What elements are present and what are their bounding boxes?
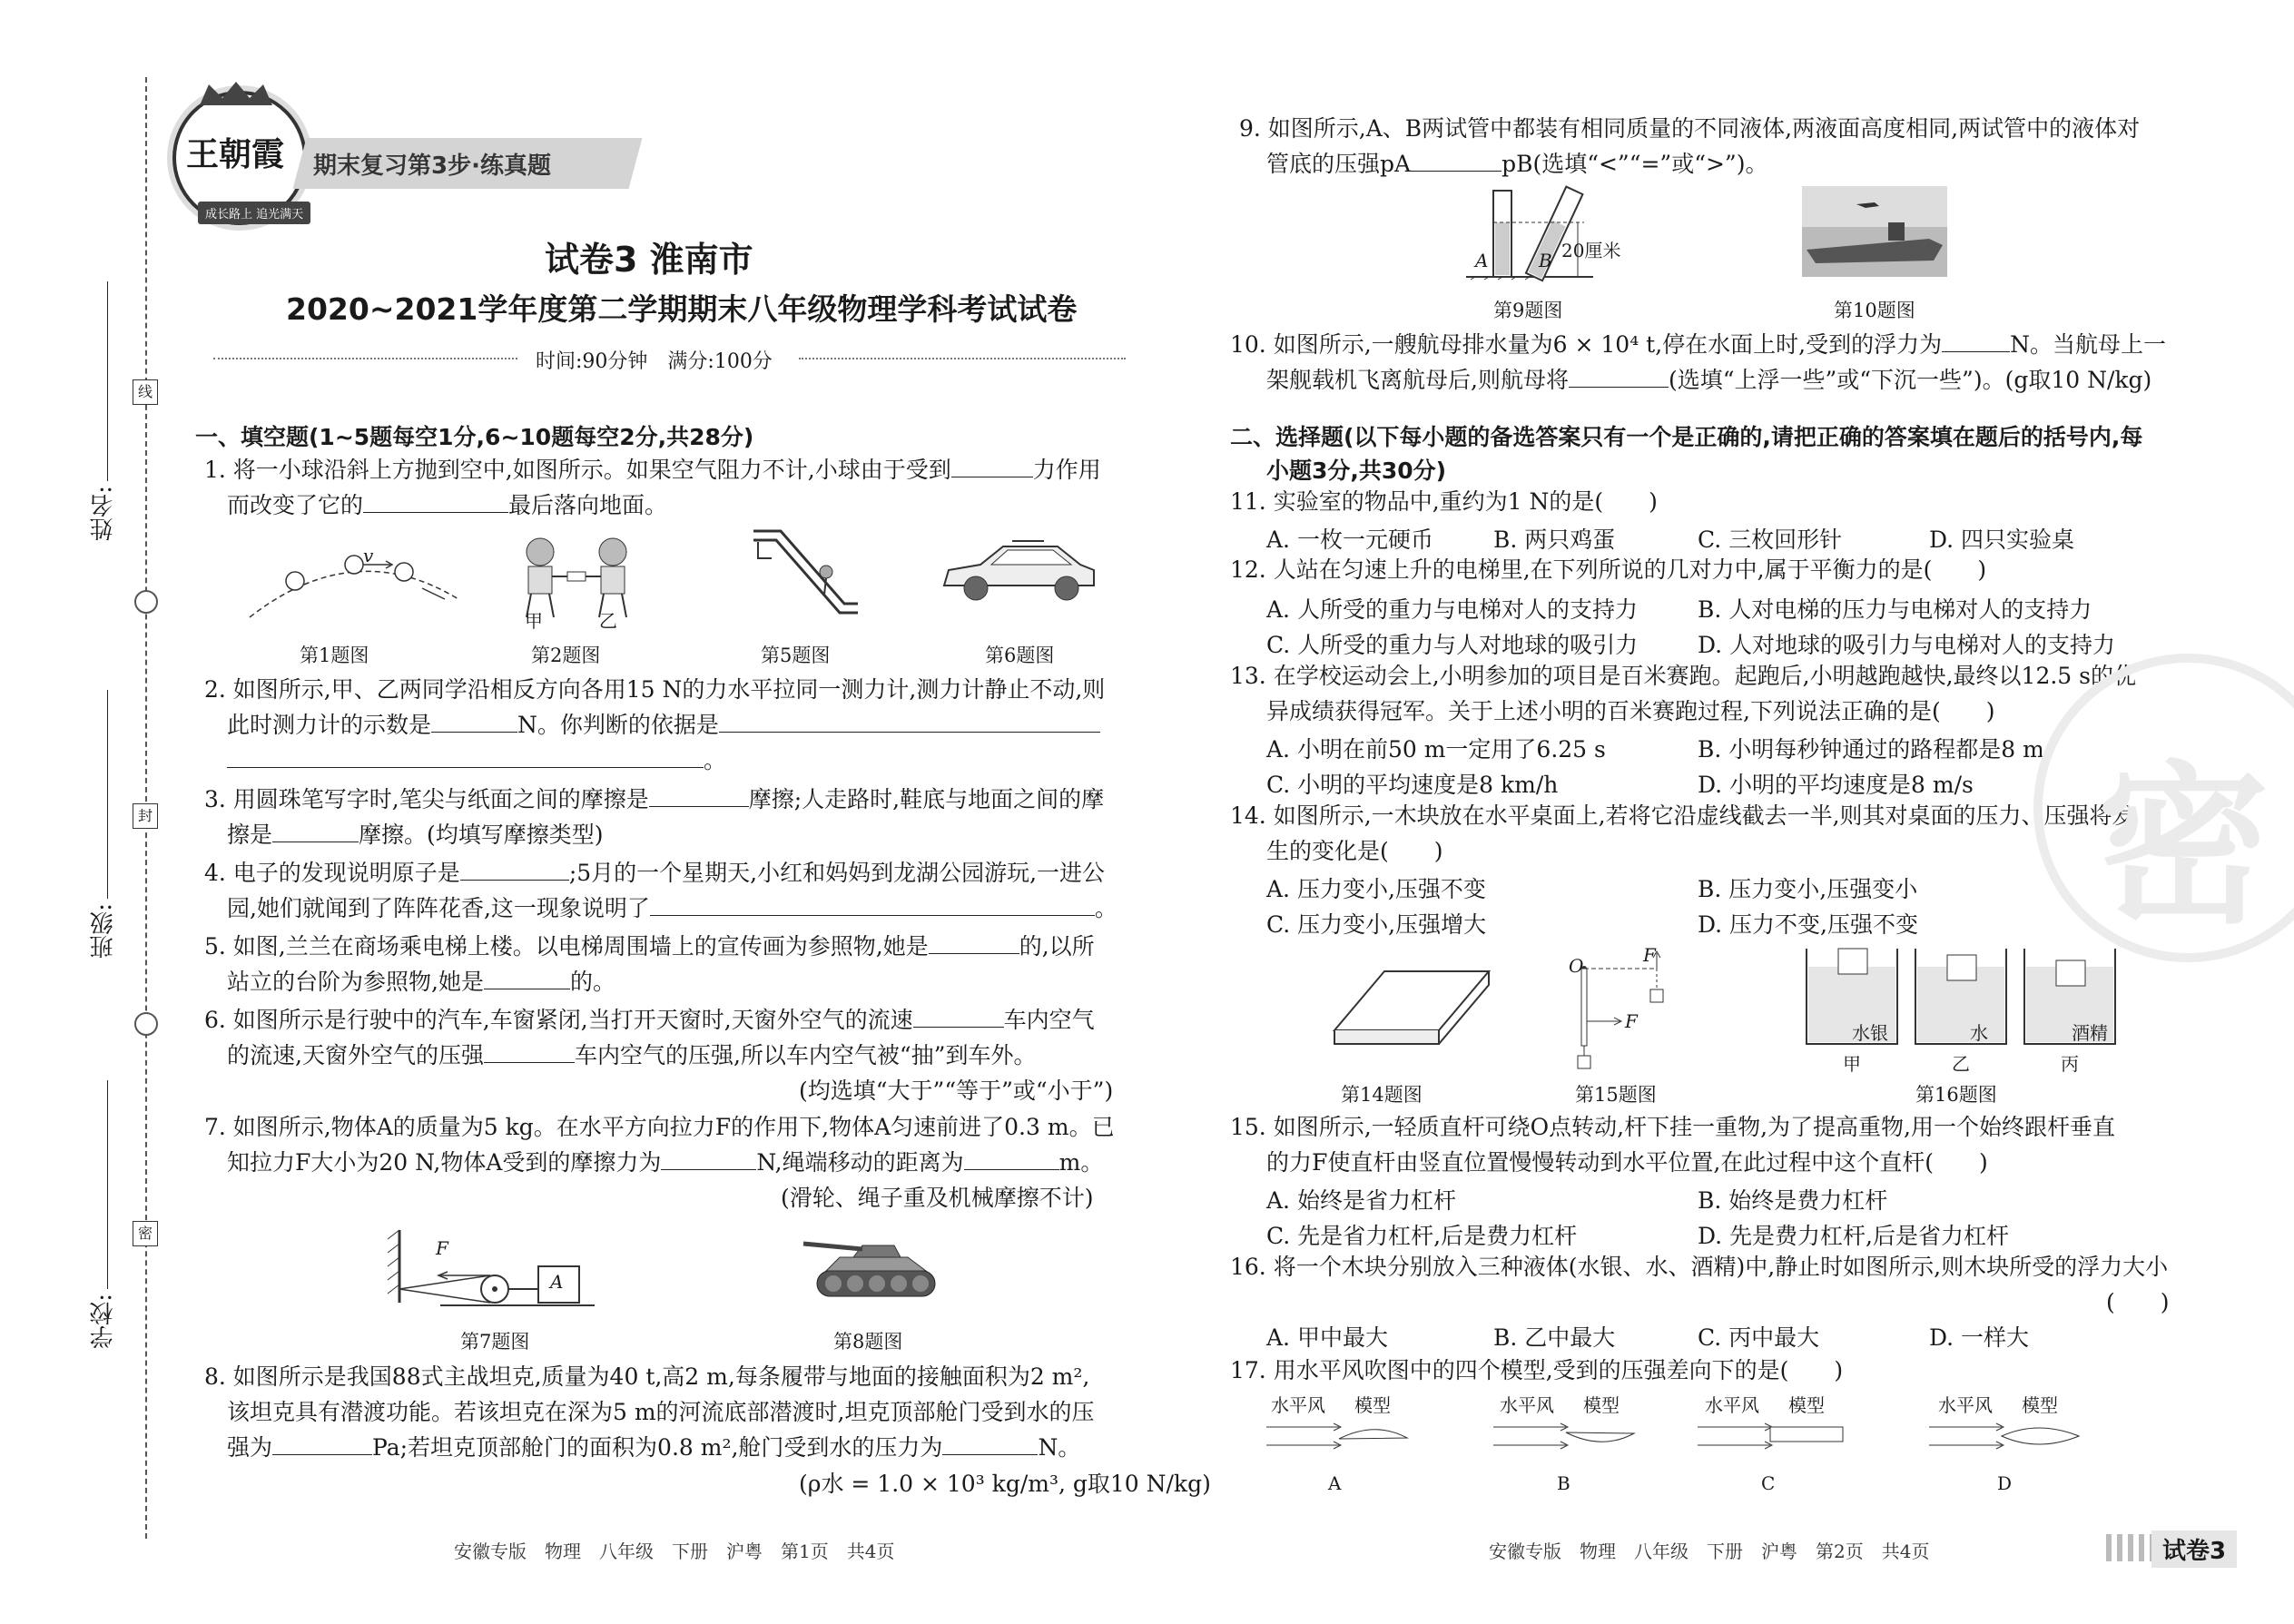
q8-note: (ρ水 = 1.0 × 10³ kg/m³, g取10 N/kg) — [799, 1471, 1211, 1497]
q14-option[interactable]: A. 压力变小,压强不变 — [1266, 876, 1486, 902]
header-rule-left — [213, 358, 517, 359]
fig1-caption: 第1题图 — [300, 645, 369, 666]
q11-stem: 11. 实验室的物品中,重约为1 N的是( ) — [1230, 488, 1658, 515]
q8-blank2[interactable] — [942, 1431, 1038, 1455]
q13-option[interactable]: D. 小明的平均速度是8 m/s — [1698, 772, 1974, 798]
q2-blank2-cont[interactable] — [227, 743, 704, 768]
q6-line1: 6. 如图所示是行驶中的汽车,车窗紧闭,当打开天窗时,天窗外空气的流速 车内空气 — [204, 1002, 1095, 1038]
fig17-option-label: A — [1328, 1472, 1342, 1494]
q16-option[interactable]: C. 丙中最大 — [1698, 1324, 1820, 1351]
q5-blank2[interactable] — [484, 965, 570, 989]
section2-title-line1: 二、选择题(以下每小题的备选答案只有一个是正确的,请把正确的答案填在题后的括号内,每 — [1230, 424, 2143, 450]
fig17-wind-label: 水平风 — [1271, 1394, 1325, 1416]
fig7-caption: 第7题图 — [460, 1331, 530, 1353]
logo-ribbon: 成长路上 追光满天 — [198, 202, 310, 224]
section2-title-line2: 小题3分,共30分) — [1266, 458, 1447, 484]
q1-line2: 而改变了它的 最后落向地面。 — [227, 487, 667, 523]
q13-line2: 异成绩获得冠军。关于上述小明的百米赛跑过程,下列说法正确的是( ) — [1266, 698, 1995, 724]
q6-note: (均选填“大于”“等于”或“小于”) — [799, 1078, 1114, 1104]
q4-blank2[interactable] — [650, 891, 1095, 916]
q1-line1: 1. 将一小球沿斜上方抛到空中,如图所示。如果空气阻力不计,小球由于受到 力作用 — [204, 452, 1101, 487]
q5-line2: 站立的台阶为参照物,她是 的。 — [227, 964, 615, 999]
q2-blank1[interactable] — [431, 708, 517, 733]
fig9-B-label: B — [1539, 250, 1552, 271]
q14-line1: 14. 如图所示,一木块放在水平桌面上,若将它沿虚线截去一半,则其对桌面的压力、压强将发 — [1230, 802, 2135, 829]
q7-blank2[interactable] — [964, 1146, 1059, 1170]
fig14-caption: 第14题图 — [1341, 1084, 1423, 1106]
section1-title: 一、填空题(1~5题每空1分,6~10题每空2分,共28分) — [195, 424, 754, 450]
q13-option[interactable]: A. 小明在前50 m一定用了6.25 s — [1266, 736, 1606, 763]
fig10-caption: 第10题图 — [1834, 300, 1915, 321]
q16-option[interactable]: B. 乙中最大 — [1493, 1324, 1616, 1351]
fig16-beaker-label: 甲 — [1843, 1053, 1861, 1075]
q2-line3: 。 — [227, 743, 726, 778]
fig1-v-label: v — [363, 545, 374, 566]
footer-tab-stripe — [2106, 1534, 2151, 1561]
q14-option[interactable]: C. 压力变小,压强增大 — [1266, 911, 1487, 938]
q3-blank1[interactable] — [649, 782, 749, 807]
q11-option[interactable]: A. 一枚一元硬币 — [1266, 527, 1433, 553]
fig17-option-label: D — [1997, 1472, 2013, 1494]
fig17-wind-label: 水平风 — [1500, 1394, 1554, 1416]
q5-line1: 5. 如图,兰兰在商场乘电梯上楼。以电梯周围墙上的宣传画为参照物,她是 的,以所 — [204, 929, 1095, 964]
q17-stem: 17. 用水平风吹图中的四个模型,受到的压强差向下的是( ) — [1230, 1357, 1844, 1383]
class-label: 班级: — [90, 903, 117, 959]
fig16-beaker-label: 丙 — [2061, 1053, 2079, 1075]
q3-line2: 擦是 摩擦。(均填写摩擦类型) — [227, 817, 604, 852]
fig15-O-label: O — [1569, 955, 1584, 977]
fig15-caption: 第15题图 — [1575, 1084, 1657, 1106]
fig9-caption: 第9题图 — [1493, 300, 1563, 321]
seal-box-secret: 密 — [133, 1221, 158, 1246]
q13-option[interactable]: C. 小明的平均速度是8 km/h — [1266, 772, 1559, 798]
name-label: 姓名: — [90, 486, 117, 541]
q12-option[interactable]: B. 人对电梯的压力与电梯对人的支持力 — [1698, 596, 2092, 623]
fig1-projectile-diagram — [245, 545, 463, 626]
q4-blank1[interactable] — [460, 856, 569, 881]
fig9-A-label: A — [1475, 250, 1489, 271]
binding-dot — [134, 590, 158, 614]
fig16-liquid-label: 酒精 — [2072, 1022, 2108, 1044]
fig5-caption: 第5题图 — [761, 645, 831, 666]
q3-line1: 3. 用圆珠笔写字时,笔尖与纸面之间的摩擦是 摩擦;人走路时,鞋底与地面之间的摩 — [204, 782, 1104, 817]
q15-line2: 的力F使直杆由竖直位置慢慢转动到水平位置,在此过程中这个直杆( ) — [1266, 1149, 1988, 1176]
binding-dot — [134, 1012, 158, 1036]
q15-option[interactable]: C. 先是省力杠杆,后是费力杠杆 — [1266, 1223, 1578, 1249]
fig6-caption: 第6题图 — [985, 645, 1055, 666]
fig7-F-label: F — [436, 1237, 448, 1259]
q6-blank2[interactable] — [484, 1038, 575, 1063]
q3-blank2[interactable] — [272, 818, 359, 842]
logo-text: 王朝霞 — [186, 135, 285, 173]
q12-option[interactable]: C. 人所受的重力与人对地球的吸引力 — [1266, 632, 1639, 658]
q15-option[interactable]: D. 先是费力杠杆,后是省力杠杆 — [1698, 1223, 2009, 1249]
fig15-F2-label: F — [1625, 1010, 1638, 1032]
q10-line1: 10. 如图所示,一艘航母排水量为6 × 10⁴ t,停在水面上时,受到的浮力为 N。当航母上一 — [1230, 327, 2166, 362]
class-field[interactable] — [107, 690, 108, 899]
q5-blank1[interactable] — [929, 930, 1019, 954]
q9-line2: 管底的压强pA pB(选填“<”“=”或“>”)。 — [1266, 146, 1767, 182]
fig17-option-label: C — [1761, 1472, 1776, 1494]
logo-crown-icon — [195, 80, 277, 107]
q13-option[interactable]: B. 小明每秒钟通过的路程都是8 m — [1698, 736, 2044, 763]
q13-line1: 13. 在学校运动会上,小明参加的项目是百米赛跑。起跑后,小明越跑越快,最终以12.5 s的优 — [1230, 663, 2136, 689]
q1-blank1[interactable] — [951, 453, 1033, 477]
name-field[interactable] — [107, 281, 108, 481]
paper-title: 试卷3 淮南市 — [545, 240, 753, 280]
q7-note: (滑轮、绳子重及机械摩擦不计) — [781, 1185, 1094, 1211]
fig15-F1-label: F — [1643, 944, 1656, 966]
fig8-tank-image — [799, 1225, 944, 1303]
time-info: 时间:90分钟 满分:100分 — [536, 350, 773, 373]
q4-line2: 园,她们就闻到了阵阵花香,这一现象说明了 。 — [227, 891, 1117, 926]
q7-line1: 7. 如图所示,物体A的质量为5 kg。在水平方向拉力F的作用下,物体A匀速前进了0.3 m。已 — [204, 1114, 1115, 1140]
fig2-jia-label: 甲 — [525, 610, 543, 632]
q14-option[interactable]: B. 压力变小,压强变小 — [1698, 876, 1918, 902]
footer-tab: 试卷3 — [2151, 1530, 2237, 1568]
q16-option[interactable]: D. 一样大 — [1929, 1324, 2030, 1351]
fig10-carrier-image — [1802, 186, 1947, 277]
fig16-beaker-label: 乙 — [1952, 1053, 1970, 1075]
q16-line1: 16. 将一个木块分别放入三种液体(水银、水、酒精)中,静止时如图所示,则木块所受的浮力大小 — [1230, 1254, 2169, 1280]
q2-line2: 此时测力计的示数是 N。你判断的依据是 — [227, 707, 1100, 743]
watermark-text: 密 — [2097, 744, 2270, 947]
q7-line2: 知拉力F大小为20 N,物体A受到的摩擦力为 N,绳端移动的距离为 m。 — [227, 1145, 1103, 1180]
q6-line2: 的流速,天窗外空气的压强 车内空气的压强,所以车内空气被“抽”到车外。 — [227, 1038, 1036, 1073]
q4-line1: 4. 电子的发现说明原子是 ;5月的一个星期天,小红和妈妈到龙湖公园游玩,一进公 — [204, 855, 1105, 891]
fig2-caption: 第2题图 — [531, 645, 601, 666]
fig9-height-label: 20厘米 — [1561, 240, 1621, 261]
q6-blank1[interactable] — [913, 1003, 1004, 1028]
step-label: 期末复习第3步·练真题 — [313, 153, 551, 180]
q2-blank2[interactable] — [719, 708, 1100, 733]
fig17-option-label: B — [1557, 1472, 1570, 1494]
fig8-caption: 第8题图 — [833, 1331, 903, 1353]
school-label: 学校: — [90, 1294, 117, 1349]
q15-option[interactable]: A. 始终是省力杠杆 — [1266, 1187, 1456, 1214]
q14-option[interactable]: D. 压力不变,压强不变 — [1698, 911, 1918, 938]
q9-blank[interactable] — [1411, 147, 1501, 172]
fig14-block-diagram — [1330, 962, 1493, 1048]
q9-line1: 9. 如图所示,A、B两试管中都装有相同质量的不同液体,两液面高度相同,两试管中的液体对 — [1239, 115, 2141, 142]
q11-option[interactable]: C. 三枚回形针 — [1698, 527, 1843, 553]
q10-blank1[interactable] — [1942, 328, 2010, 352]
seal-box-seal: 封 — [133, 803, 158, 829]
q14-line2: 生的变化是( ) — [1266, 838, 1443, 864]
q12-stem: 12. 人站在匀速上升的电梯里,在下列所说的几对力中,属于平衡力的是( ) — [1230, 556, 1987, 583]
fig17-model-label: 模型 — [1788, 1394, 1825, 1416]
fig2-yi-label: 乙 — [599, 610, 617, 632]
fig6-car-diagram — [935, 536, 1098, 608]
paper-subtitle: 2020~2021学年度第二学期期末八年级物理学科考试试卷 — [286, 291, 1078, 327]
school-field[interactable] — [107, 1080, 108, 1289]
q8-line2: 该坦克具有潜渡功能。若该坦克在深为5 m的河流底部潜渡时,坦克顶部舱门受到水的压 — [227, 1399, 1095, 1425]
fig17-models-diagram — [1266, 1416, 2083, 1471]
fig7-pulley-diagram — [386, 1225, 604, 1307]
q8-line1: 8. 如图所示是我国88式主战坦克,质量为40 t,高2 m,每条履带与地面的接触面积为2 m², — [204, 1363, 1090, 1390]
q10-line2: 架舰载机飞离航母后,则航母将 (选填“上浮一些”或“下沉一些”)。(g取10 N/kg) — [1266, 362, 2151, 398]
fig7-A-label: A — [550, 1271, 564, 1293]
q15-option[interactable]: B. 始终是费力杠杆 — [1698, 1187, 1888, 1214]
fig5-escalator-diagram — [744, 522, 862, 622]
seal-box-line: 线 — [133, 379, 158, 405]
q7-blank1[interactable] — [661, 1146, 756, 1170]
fig17-model-label: 模型 — [1583, 1394, 1620, 1416]
q8-blank1[interactable] — [272, 1431, 372, 1455]
q12-option[interactable]: D. 人对地球的吸引力与电梯对人的支持力 — [1698, 632, 2116, 658]
fig17-wind-label: 水平风 — [1938, 1394, 1993, 1416]
q16-option[interactable]: A. 甲中最大 — [1266, 1324, 1388, 1351]
q10-blank2[interactable] — [1569, 363, 1669, 388]
q11-option[interactable]: B. 两只鸡蛋 — [1493, 527, 1616, 553]
fig17-wind-label: 水平风 — [1705, 1394, 1759, 1416]
q8-line3: 强为 Pa;若坦克顶部舱门的面积为0.8 m²,舱门受到水的压力为 N。 — [227, 1430, 1080, 1465]
q12-option[interactable]: A. 人所受的重力与电梯对人的支持力 — [1266, 596, 1638, 623]
q16-answer-bracket[interactable]: ( ) — [2106, 1289, 2170, 1315]
fig17-model-label: 模型 — [1354, 1394, 1391, 1416]
fig17-model-label: 模型 — [2022, 1394, 2058, 1416]
footer-right: 安徽专版 物理 八年级 下册 沪粤 第2页 共4页 — [1489, 1540, 1930, 1562]
fig16-liquid-label: 水 — [1970, 1022, 1988, 1044]
header-rule-right — [799, 358, 1126, 359]
q2-line1: 2. 如图所示,甲、乙两同学沿相反方向各用15 N的力水平拉同一测力计,测力计静止不动,则 — [204, 676, 1106, 703]
fig16-liquid-label: 水银 — [1852, 1022, 1888, 1044]
fig16-caption: 第16题图 — [1915, 1084, 1997, 1106]
footer-left: 安徽专版 物理 八年级 下册 沪粤 第1页 共4页 — [454, 1540, 895, 1562]
q15-line1: 15. 如图所示,一轻质直杆可绕O点转动,杆下挂一重物,为了提高重物,用一个始终跟杆垂直 — [1230, 1114, 2115, 1140]
q1-blank2[interactable] — [363, 488, 508, 513]
q11-option[interactable]: D. 四只实验桌 — [1929, 527, 2075, 553]
